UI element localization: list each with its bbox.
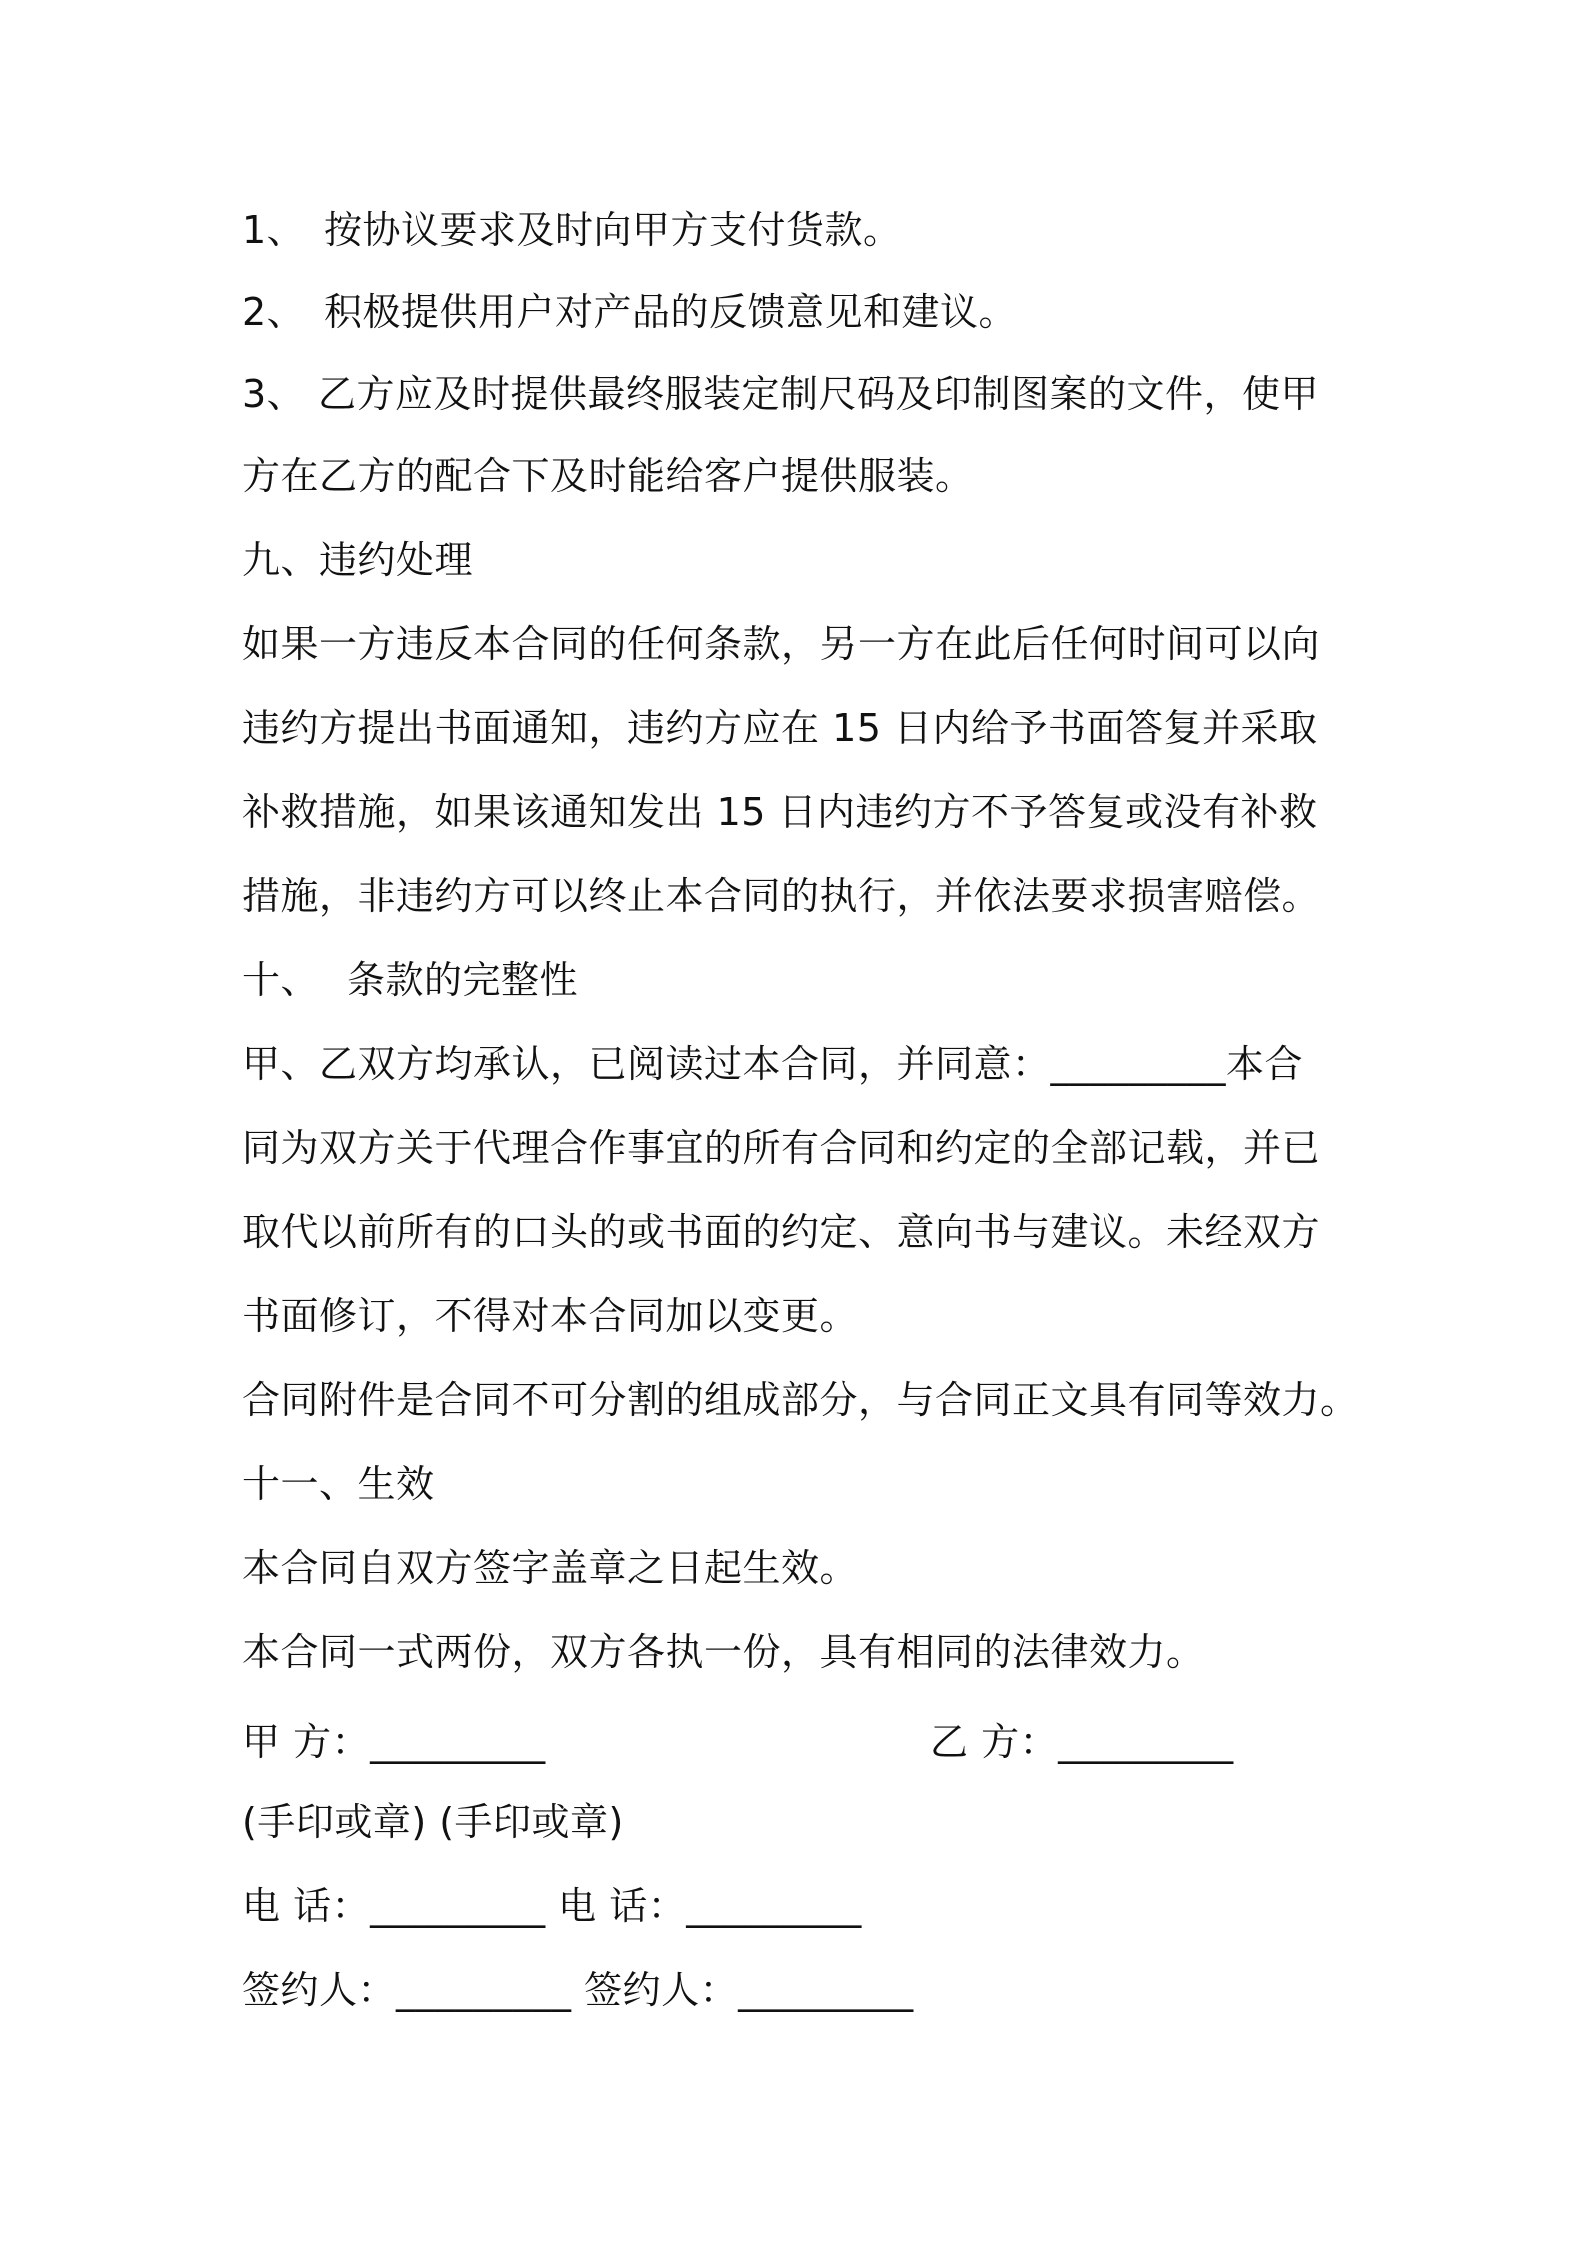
section-number: 十、 xyxy=(242,958,320,1002)
paragraph-line: 书面修订，不得对本合同加以变更。 xyxy=(242,1294,859,1338)
section-heading xyxy=(242,956,578,1004)
section-title: 条款的完整性 xyxy=(347,958,579,1002)
seal-line: (手印或章) (手印或章) xyxy=(242,1800,624,1844)
item-number: 3、 xyxy=(242,372,306,416)
paragraph-line: 取代以前所有的口头的或书面的约定、意向书与建议。未经双方 xyxy=(242,1210,1321,1254)
item-text-continuation: 方在乙方的配合下及时能给客户提供服装。 xyxy=(242,454,974,498)
party-b-signature: 乙 方：_________ xyxy=(930,1720,1234,1764)
signer-line: 签约人：_________ 签约人：_________ xyxy=(242,1968,914,2012)
list-item xyxy=(242,206,902,254)
paragraph-line: 措施，非违约方可以终止本合同的执行，并依法要求损害赔偿。 xyxy=(242,874,1321,918)
list-item xyxy=(242,370,1319,418)
item-number: 2、 xyxy=(242,290,306,334)
item-number: 1、 xyxy=(242,208,306,252)
section-heading: 十一、生效 xyxy=(242,1462,435,1506)
item-text: 积极提供用户对产品的反馈意见和建议。 xyxy=(324,290,1018,334)
item-text: 按协议要求及时向甲方支付货款。 xyxy=(324,208,902,252)
party-a-signature: 甲 方：_________ xyxy=(242,1720,546,1764)
paragraph-line: 本合同一式两份，双方各执一份，具有相同的法律效力。 xyxy=(242,1630,1205,1674)
list-item xyxy=(242,288,1017,336)
paragraph-line: 本合同自双方签字盖章之日起生效。 xyxy=(242,1546,859,1590)
phone-line: 电 话：_________ 电 话：_________ xyxy=(242,1884,862,1928)
paragraph-line: 违约方提出书面通知，违约方应在 15 日内给予书面答复并采取 xyxy=(242,706,1318,750)
paragraph-line: 合同附件是合同不可分割的组成部分，与合同正文具有同等效力。 xyxy=(242,1378,1359,1422)
paragraph-line: 同为双方关于代理合作事宜的所有合同和约定的全部记载，并已 xyxy=(242,1126,1321,1170)
paragraph-line: 如果一方违反本合同的任何条款，另一方在此后任何时间可以向 xyxy=(242,622,1321,666)
item-text: 乙方应及时提供最终服装定制尺码及印制图案的文件，使甲 xyxy=(318,372,1320,416)
paragraph-line: 补救措施，如果该通知发出 15 日内违约方不予答复或没有补救 xyxy=(242,790,1318,834)
paragraph-line: 甲、乙双方均承认，已阅读过本合同，并同意：_________本合 xyxy=(242,1042,1304,1086)
section-heading: 九、违约处理 xyxy=(242,538,474,582)
